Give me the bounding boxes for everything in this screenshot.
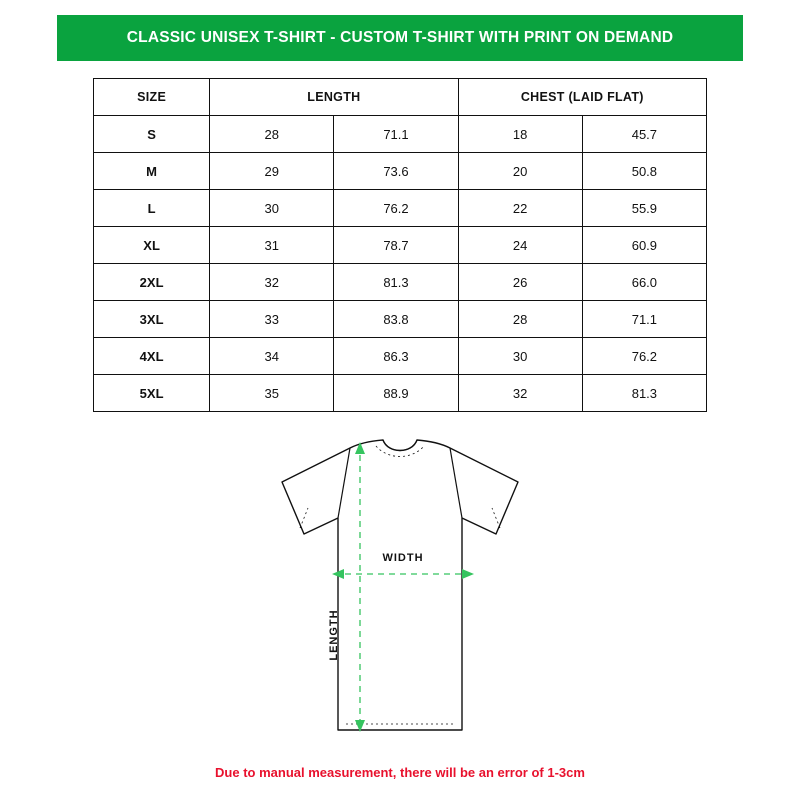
cell-size: 4XL (94, 338, 210, 375)
cell-length-in: 28 (210, 116, 334, 153)
cell-length-in: 34 (210, 338, 334, 375)
column-header-chest: CHEST (LAID FLAT) (458, 79, 706, 116)
cell-chest-in: 18 (458, 116, 582, 153)
width-label: WIDTH (382, 552, 424, 564)
tshirt-measurement-diagram (200, 430, 600, 750)
cell-size: 2XL (94, 264, 210, 301)
cell-length-in: 31 (210, 227, 334, 264)
cell-length-cm: 81.3 (334, 264, 458, 301)
cell-size: S (94, 116, 210, 153)
cell-chest-in: 28 (458, 301, 582, 338)
tshirt-outline (282, 440, 518, 730)
column-header-size: SIZE (94, 79, 210, 116)
cell-length-cm: 86.3 (334, 338, 458, 375)
cell-chest-cm: 71.1 (582, 301, 706, 338)
cell-size: 5XL (94, 375, 210, 412)
cell-chest-cm: 60.9 (582, 227, 706, 264)
cell-length-cm: 88.9 (334, 375, 458, 412)
cell-chest-cm: 76.2 (582, 338, 706, 375)
cell-length-cm: 78.7 (334, 227, 458, 264)
cell-size: L (94, 190, 210, 227)
table-row (94, 190, 707, 227)
table-row (94, 338, 707, 375)
size-table-container (93, 78, 707, 412)
page-title: CLASSIC UNISEX T-SHIRT - CUSTOM T-SHIRT WITH PRINT ON DEMAND (126, 29, 674, 46)
cell-chest-cm: 66.0 (582, 264, 706, 301)
header-banner (57, 15, 743, 61)
cell-size: M (94, 153, 210, 190)
cell-length-in: 35 (210, 375, 334, 412)
cell-chest-cm: 55.9 (582, 190, 706, 227)
cell-chest-in: 22 (458, 190, 582, 227)
cell-chest-in: 32 (458, 375, 582, 412)
cell-chest-in: 26 (458, 264, 582, 301)
cell-length-cm: 73.6 (334, 153, 458, 190)
table-header-row (94, 79, 707, 116)
cell-length-in: 32 (210, 264, 334, 301)
cell-length-in: 29 (210, 153, 334, 190)
table-row (94, 264, 707, 301)
cell-size: 3XL (94, 301, 210, 338)
cell-length-cm: 76.2 (334, 190, 458, 227)
table-row (94, 301, 707, 338)
cell-length-cm: 71.1 (334, 116, 458, 153)
cell-chest-cm: 50.8 (582, 153, 706, 190)
cell-size: XL (94, 227, 210, 264)
cell-chest-cm: 45.7 (582, 116, 706, 153)
table-row (94, 153, 707, 190)
table-row (94, 116, 707, 153)
cell-length-in: 30 (210, 190, 334, 227)
cell-chest-in: 24 (458, 227, 582, 264)
cell-length-cm: 83.8 (334, 301, 458, 338)
cell-length-in: 33 (210, 301, 334, 338)
table-row (94, 227, 707, 264)
column-header-length: LENGTH (210, 79, 458, 116)
measurement-disclaimer: Due to manual measurement, there will be an error of 1-3cm (215, 765, 585, 780)
cell-chest-in: 20 (458, 153, 582, 190)
size-table (93, 78, 707, 412)
cell-chest-cm: 81.3 (582, 375, 706, 412)
length-label: LENGTH (328, 609, 340, 661)
table-row (94, 375, 707, 412)
cell-chest-in: 30 (458, 338, 582, 375)
